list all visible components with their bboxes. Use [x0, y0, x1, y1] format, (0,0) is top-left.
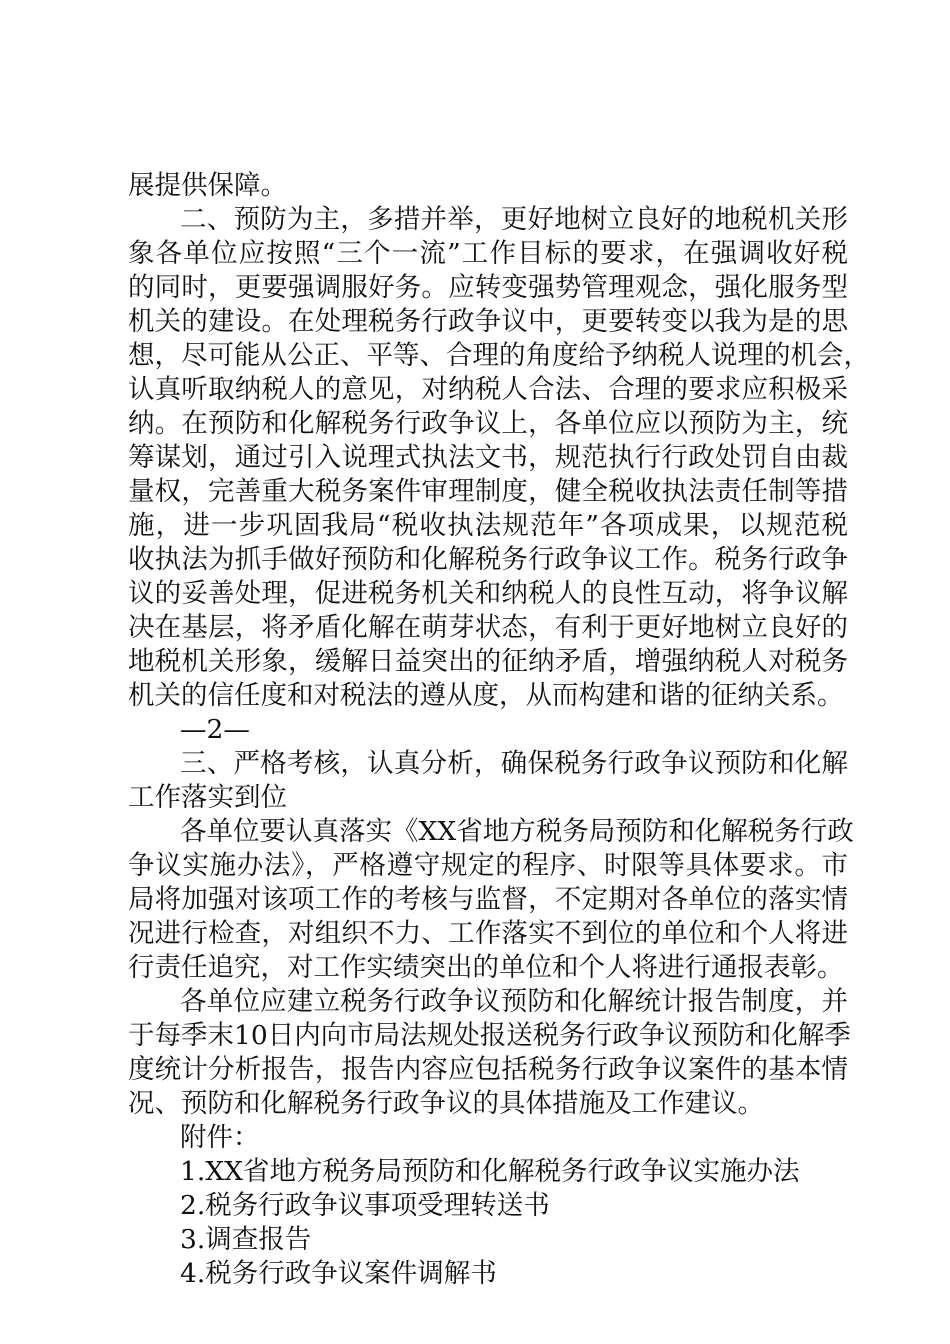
text-line: 于每季末10日内向市局法规处报送税务行政争议预防和化解季: [128, 1020, 851, 1051]
text-line: 想，尽可能从公正、平等、合理的角度给予纳税人说理的机会，: [128, 340, 870, 371]
text-line: 决在基层，将矛盾化解在萌芽状态，有利于更好地树立良好的: [128, 612, 848, 643]
text-line: 度统计分析报告，报告内容应包括税务行政争议案件的基本情: [128, 1054, 848, 1085]
text-line: 行责任追究，对工作实绩突出的单位和个人将进行通报表彰。: [128, 952, 844, 983]
text-line: 认真听取纳税人的意见，对纳税人合法、合理的要求应积极采: [128, 374, 848, 405]
attachment-item: 1.XX省地方税务局预防和化解税务行政争议实施办法: [180, 1156, 800, 1187]
text-line: 量权，完善重大税务案件审理制度，健全税收执法责任制等措: [128, 476, 848, 507]
text-line: 象各单位应按照“三个一流”工作目标的要求，在强调收好税: [128, 238, 848, 269]
attachment-item: 4.税务行政争议案件调解书: [180, 1258, 497, 1289]
text-line: 收执法为抓手做好预防和化解税务行政争议工作。税务行政争: [128, 544, 848, 575]
text-line: 展提供保障。: [128, 170, 287, 201]
text-line: 筹谋划，通过引入说理式执法文书，规范执行行政处罚自由裁: [128, 442, 848, 473]
text-line: 各单位要认真落实《XX省地方税务局预防和化解税务行政: [180, 816, 854, 847]
text-line: 争议实施办法》，严格遵守规定的程序、时限等具体要求。市: [128, 850, 848, 881]
text-line: 施，进一步巩固我局“税收执法规范年”各项成果，以规范税: [128, 510, 848, 541]
text-line: 局将加强对该项工作的考核与监督，不定期对各单位的落实情: [128, 884, 848, 915]
text-line: 的同时，更要强调服好务。应转变强势管理观念，强化服务型: [128, 272, 848, 303]
text-line: 况进行检查，对组织不力、工作落实不到位的单位和个人将进: [128, 918, 848, 949]
section-heading: 二、预防为主，多措并举，更好地树立良好的地税机关形: [180, 204, 848, 235]
text-line: 况、预防和化解税务行政争议的具体措施及工作建议。: [128, 1088, 764, 1119]
text-line: 机关的信任度和对税法的遵从度，从而构建和谐的征纳关系。: [128, 680, 844, 711]
attachment-item: 2.税务行政争议事项受理转送书: [180, 1190, 550, 1221]
text-line: 纳。在预防和化解税务行政争议上，各单位应以预防为主，统: [128, 408, 848, 439]
text-line: 各单位应建立税务行政争议预防和化解统计报告制度，并: [180, 986, 848, 1017]
section-heading: 三、严格考核，认真分析，确保税务行政争议预防和化解: [180, 748, 848, 779]
text-line: 机关的建设。在处理税务行政争议中，更要转变以我为是的思: [128, 306, 848, 337]
text-line: 议的妥善处理，促进税务机关和纳税人的良性互动，将争议解: [128, 578, 848, 609]
attachments-label: 附件：: [180, 1122, 260, 1153]
attachment-item: 3.调查报告: [180, 1224, 312, 1255]
section-heading: 工作落实到位: [128, 782, 287, 813]
text-line: 地税机关形象，缓解日益突出的征纳矛盾，增强纳税人对税务: [128, 646, 848, 677]
page-number: —2—: [180, 714, 250, 745]
